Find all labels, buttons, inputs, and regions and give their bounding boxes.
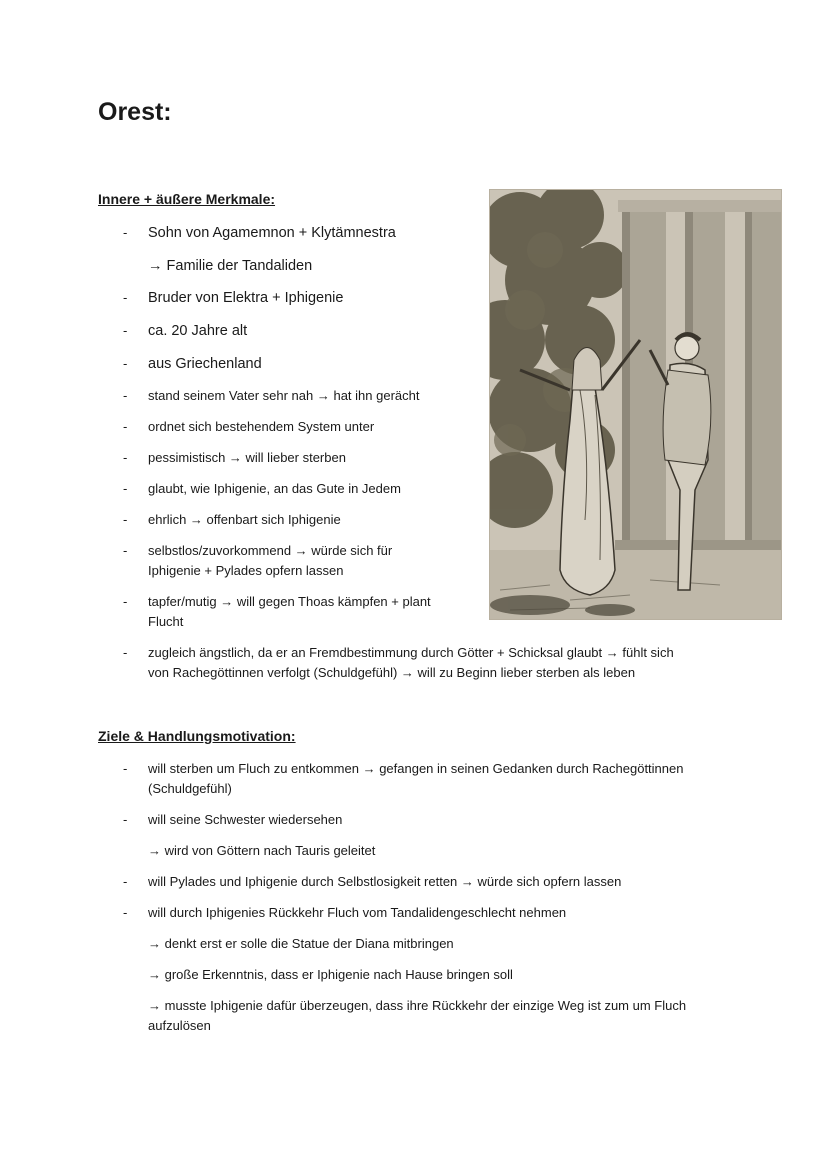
- list-item-continuation: Flucht: [148, 614, 184, 629]
- list-item: → große Erkenntnis, dass er Iphigenie nach Hause bringen soll: [148, 967, 513, 982]
- list-item: → Familie der Tandaliden: [148, 258, 313, 274]
- bullet-dash: -: [123, 388, 128, 403]
- list-item-continuation: Iphigenie + Pylades opfern lassen: [148, 563, 344, 578]
- list-item: will durch Iphigenies Rückkehr Fluch vom Tandalidengeschlecht nehmen: [148, 905, 567, 920]
- bullet-dash: -: [123, 356, 128, 371]
- bullet-dash: -: [123, 225, 128, 240]
- bullet-dash: -: [123, 512, 128, 527]
- list-item: tapfer/mutig → will gegen Thoas kämpfen + plant: [148, 594, 431, 609]
- section-heading-traits: Innere + äußere Merkmale:: [98, 191, 276, 207]
- bullet-dash: -: [123, 645, 128, 660]
- bullet-dash: -: [123, 905, 128, 920]
- bullet-dash: -: [123, 323, 128, 338]
- engraving-image: [490, 190, 781, 619]
- list-item: will Pylades und Iphigenie durch Selbstlosigkeit retten → würde sich opfern lassen: [148, 874, 622, 889]
- bullet-dash: -: [123, 594, 128, 609]
- bullet-dash: -: [123, 481, 128, 496]
- list-item: selbstlos/zuvorkommend → würde sich für: [148, 543, 393, 558]
- engraving-illustration: [489, 189, 782, 620]
- list-item: aus Griechenland: [148, 356, 262, 372]
- list-item: zugleich ängstlich, da er an Fremdbestimmung durch Götter + Schicksal glaubt → fühlt sich: [148, 645, 674, 660]
- bullet-dash: -: [123, 812, 128, 827]
- bullet-dash: -: [123, 874, 128, 889]
- list-item: will sterben um Fluch zu entkommen → gefangen in seinen Gedanken durch Rachegöttinnen: [148, 761, 684, 776]
- bullet-dash: -: [123, 450, 128, 465]
- bullet-dash: -: [123, 543, 128, 558]
- list-item: → wird von Göttern nach Tauris geleitet: [148, 843, 376, 858]
- list-item: will seine Schwester wiedersehen: [148, 812, 343, 827]
- list-item: pessimistisch → will lieber sterben: [148, 450, 346, 465]
- list-item-continuation: von Rachegöttinnen verfolgt (Schuldgefühl) → will zu Beginn lieber sterben als leben: [148, 665, 636, 680]
- bullet-dash: -: [123, 419, 128, 434]
- list-item: ca. 20 Jahre alt: [148, 323, 248, 339]
- list-item: Sohn von Agamemnon + Klytämnestra: [148, 225, 396, 241]
- list-item-continuation: (Schuldgefühl): [148, 781, 232, 796]
- list-item: glaubt, wie Iphigenie, an das Gute in Jedem: [148, 481, 401, 496]
- list-item: → denkt erst er solle die Statue der Diana mitbringen: [148, 936, 454, 951]
- list-item: Bruder von Elektra + Iphigenie: [148, 290, 344, 306]
- list-item: → musste Iphigenie dafür überzeugen, dass ihre Rückkehr der einzige Weg ist zum um Fluch: [148, 998, 687, 1013]
- list-item: stand seinem Vater sehr nah → hat ihn gerächt: [148, 388, 420, 403]
- list-item-continuation: aufzulösen: [148, 1018, 211, 1033]
- list-item: ehrlich → offenbart sich Iphigenie: [148, 512, 341, 527]
- list-item: ordnet sich bestehendem System unter: [148, 419, 375, 434]
- bullet-dash: -: [123, 290, 128, 305]
- bullet-dash: -: [123, 761, 128, 776]
- section-heading-goals: Ziele & Handlungsmotivation:: [98, 728, 296, 744]
- page-title: Orest:: [98, 98, 172, 126]
